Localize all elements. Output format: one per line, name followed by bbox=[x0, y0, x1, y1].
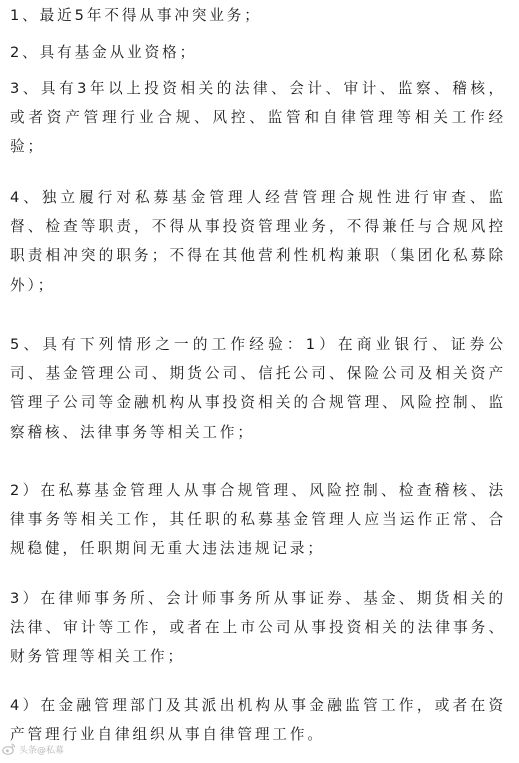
watermark bbox=[2, 739, 64, 759]
paragraph-sub-item-3: 3）在律师事务所、会计师事务所从事证券、基金、期货相关的法律、审计等工作，或者在上市公司从事投资相关的法律事务、财务管理等相关工作； bbox=[10, 590, 506, 666]
watermark-text: 头条@私募 bbox=[19, 745, 65, 756]
paragraph-sub-item-4: 4）在金融管理部门及其派出机构从事金融监管工作，或者在资产管理行业自律组织从事自律管理工作。 bbox=[10, 697, 506, 744]
paragraph-item-1: 1、最近5年不得从事冲突业务； bbox=[10, 7, 262, 24]
paragraph-item-5: 5、具有下列情形之一的工作经验：1）在商业银行、证券公司、基金管理公司、期货公司、信托公司、保险公司及相关资产管理子公司等金融机构从事投资相关的合规管理、风险控制、监察稽核、法律事务等相关工作； bbox=[10, 336, 506, 441]
paragraph-item-2: 2、具有基金从业资格； bbox=[10, 44, 198, 61]
paragraph-sub-item-2: 2）在私募基金管理人从事合规管理、风险控制、检查稽核、法律事务等相关工作，其任职的私募基金管理人应当运作正常、合规稳健，任职期间无重大违法违规记录； bbox=[10, 482, 506, 558]
paragraph-item-4: 4、独立履行对私募基金管理人经营管理合规性进行审查、监督、检查等职责，不得从事投资管理业务，不得兼任与合规风控职责相冲突的职务；不得在其他营利性机构兼职（集团化私募除外）； bbox=[10, 189, 506, 294]
paragraph-item-3: 3、具有3年以上投资相关的法律、会计、审计、监察、稽核，或者资产管理行业合规、风控、监管和自律管理等相关工作经验； bbox=[10, 80, 506, 156]
weibo-logo-icon bbox=[2, 742, 16, 756]
